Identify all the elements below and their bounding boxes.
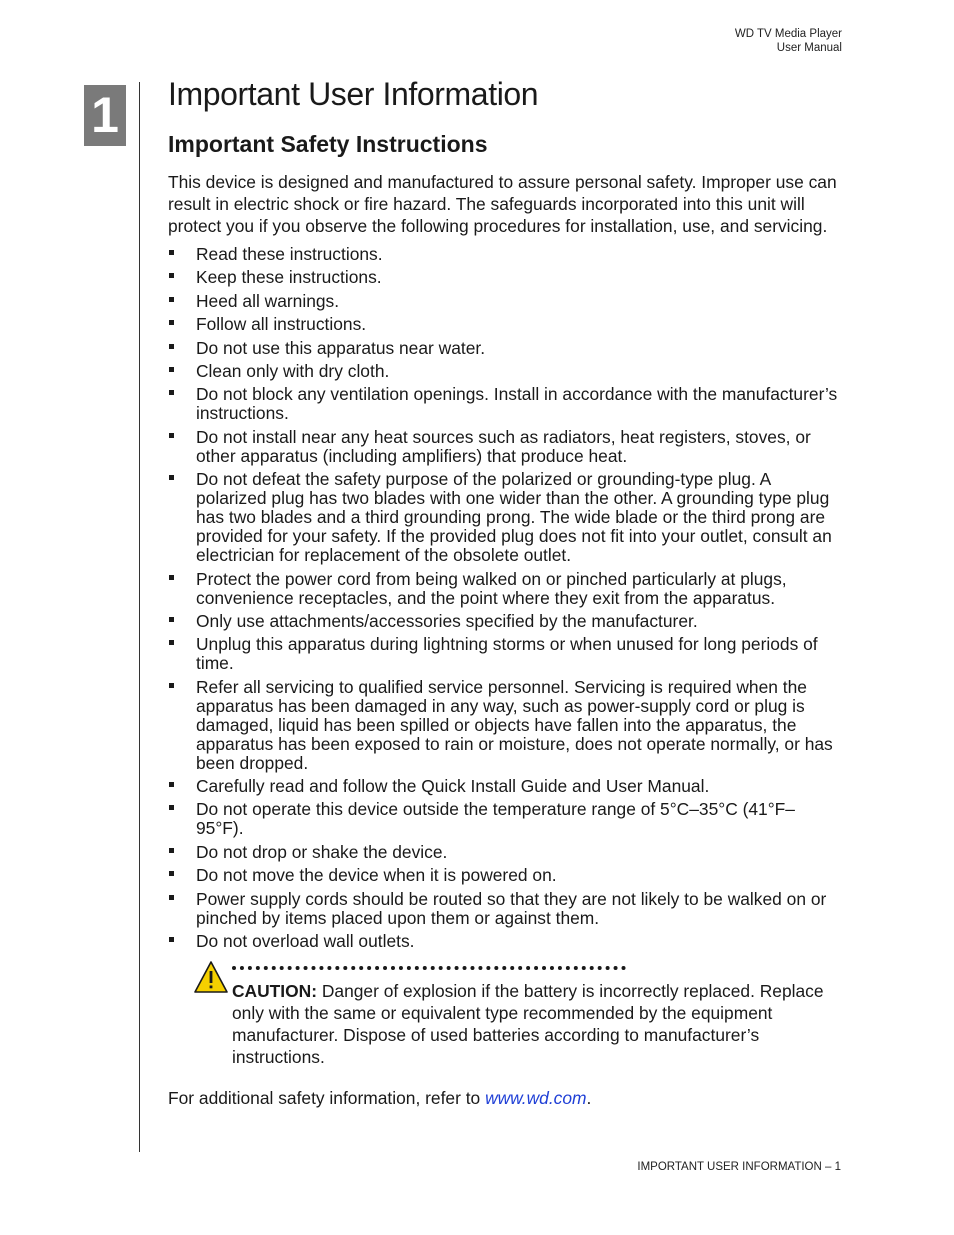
bullet-marker — [169, 367, 174, 372]
list-item-text: Only use attachments/accessories specified by the manufacturer. — [196, 610, 698, 631]
list-item-text: Do not block any ventilation openings. Install in accordance with the manufacturer’s instructions. — [196, 384, 838, 424]
list-item-text: Do not use this apparatus near water. — [196, 337, 486, 358]
additional-info-end: . — [586, 1088, 592, 1109]
list-item — [168, 612, 840, 631]
bullet-marker — [169, 848, 174, 853]
list-item — [168, 292, 840, 311]
list-item-text: Keep these instructions. — [196, 267, 382, 288]
list-item — [168, 890, 840, 928]
bullet-marker — [169, 273, 174, 278]
list-item — [168, 678, 840, 773]
running-header — [735, 28, 842, 55]
caution-box — [168, 966, 840, 1068]
list-item-text: Protect the power cord from being walked on or pinched particularly at plugs, convenience receptacles, and the point where they exit from the apparatus. — [196, 568, 787, 608]
safety-instructions-list — [168, 245, 840, 951]
caution-text — [232, 980, 840, 1068]
caution-divider — [232, 966, 626, 970]
bullet-marker — [169, 297, 174, 302]
list-item — [168, 570, 840, 608]
list-item-text: Heed all warnings. — [196, 290, 340, 311]
list-item — [168, 339, 840, 358]
chapter-number: 1 — [84, 85, 126, 146]
list-item-text: Do not drop or shake the device. — [196, 841, 448, 862]
bullet-marker — [169, 250, 174, 255]
intro-paragraph: This device is designed and manufactured to assure personal safety. Improper use can result in electric shock or fire hazard. The safeguards incorporated into this unit will protect you if you observe the following procedures for installation, use, and servicing. — [168, 172, 837, 236]
list-item — [168, 800, 840, 838]
list-item — [168, 470, 840, 565]
warning-triangle-icon — [193, 960, 229, 994]
list-item-text: Do not defeat the safety purpose of the polarized or grounding-type plug. A polarized plug has two blades with one wider than the other. A grounding type plug has two blades and a third grounding prong. The wide blade or the third prong are provided for your safety. If the provided plug does not fit into your outlet, consult an electrician for replacement of the obsolete outlet. — [196, 469, 832, 566]
list-item-text: Refer all servicing to qualified service personnel. Servicing is required when the apparatus has been damaged in any way, such as power-supply cord or plug is damaged, liquid has been spilled or objects have fallen into the apparatus, the apparatus has been exposed to rain or moisture, does not operate normally, or has been dropped. — [196, 676, 833, 773]
bullet-marker — [169, 575, 174, 580]
chapter-rule — [139, 82, 140, 1152]
list-item-text: Read these instructions. — [196, 244, 383, 264]
running-footer: IMPORTANT USER INFORMATION – 1 — [637, 1161, 841, 1173]
list-item — [168, 362, 840, 381]
bullet-marker — [169, 782, 174, 787]
list-item-text: Follow all instructions. — [196, 314, 367, 335]
bullet-marker — [169, 617, 174, 622]
bullet-marker — [169, 640, 174, 645]
header-doc: User Manual — [776, 41, 842, 54]
additional-info-text: For additional safety information, refer to — [168, 1088, 486, 1109]
bullet-marker — [169, 433, 174, 438]
list-item-text: Do not install near any heat sources such as radiators, heat registers, stoves, or other apparatus (including amplifiers) that produce heat. — [196, 426, 811, 466]
bullet-marker — [169, 475, 174, 480]
list-item-text: Do not operate this device outside the temperature range of 5°C–35°C (41°F–95°F). — [196, 799, 795, 839]
bullet-marker — [169, 320, 174, 325]
list-item — [168, 843, 840, 862]
list-item-text: Clean only with dry cloth. — [196, 360, 390, 381]
bullet-marker — [169, 683, 174, 688]
bullet-marker — [169, 937, 174, 942]
list-item — [168, 866, 840, 885]
page-content — [168, 74, 840, 1109]
wd-website-link[interactable]: www.wd.com — [485, 1088, 587, 1109]
section-title: Important Safety Instructions — [168, 131, 488, 157]
caution-body: Danger of explosion if the battery is incorrectly replaced. Replace only with the same or equivalent type recommended by the equipment manufacturer. Dispose of used batteries according to manufacturer’s instructions. — [232, 981, 824, 1068]
list-item-text: Power supply cords should be routed so that they are not likely to be walked on or pinched by items placed upon them or against them. — [196, 888, 827, 928]
bullet-marker — [169, 895, 174, 900]
header-product: WD TV Media Player — [734, 28, 842, 40]
list-item — [168, 635, 840, 673]
list-item — [168, 268, 840, 287]
bullet-marker — [169, 805, 174, 810]
list-item — [168, 428, 840, 466]
caution-label: CAUTION: — [232, 981, 318, 1002]
list-item-text: Do not overload wall outlets. — [196, 931, 415, 952]
list-item — [168, 932, 840, 951]
list-item-text: Do not move the device when it is powered on. — [196, 865, 557, 886]
list-item — [168, 385, 840, 423]
additional-info — [168, 1087, 840, 1109]
bullet-marker — [169, 871, 174, 876]
list-item — [168, 315, 840, 334]
list-item — [168, 777, 840, 796]
list-item — [168, 245, 840, 264]
bullet-marker — [169, 344, 174, 349]
bullet-marker — [169, 390, 174, 395]
chapter-title: Important User Information — [168, 76, 539, 112]
list-item-text: Unplug this apparatus during lightning storms or when unused for long periods of time. — [196, 634, 818, 674]
list-item-text: Carefully read and follow the Quick Install Guide and User Manual. — [196, 776, 710, 797]
